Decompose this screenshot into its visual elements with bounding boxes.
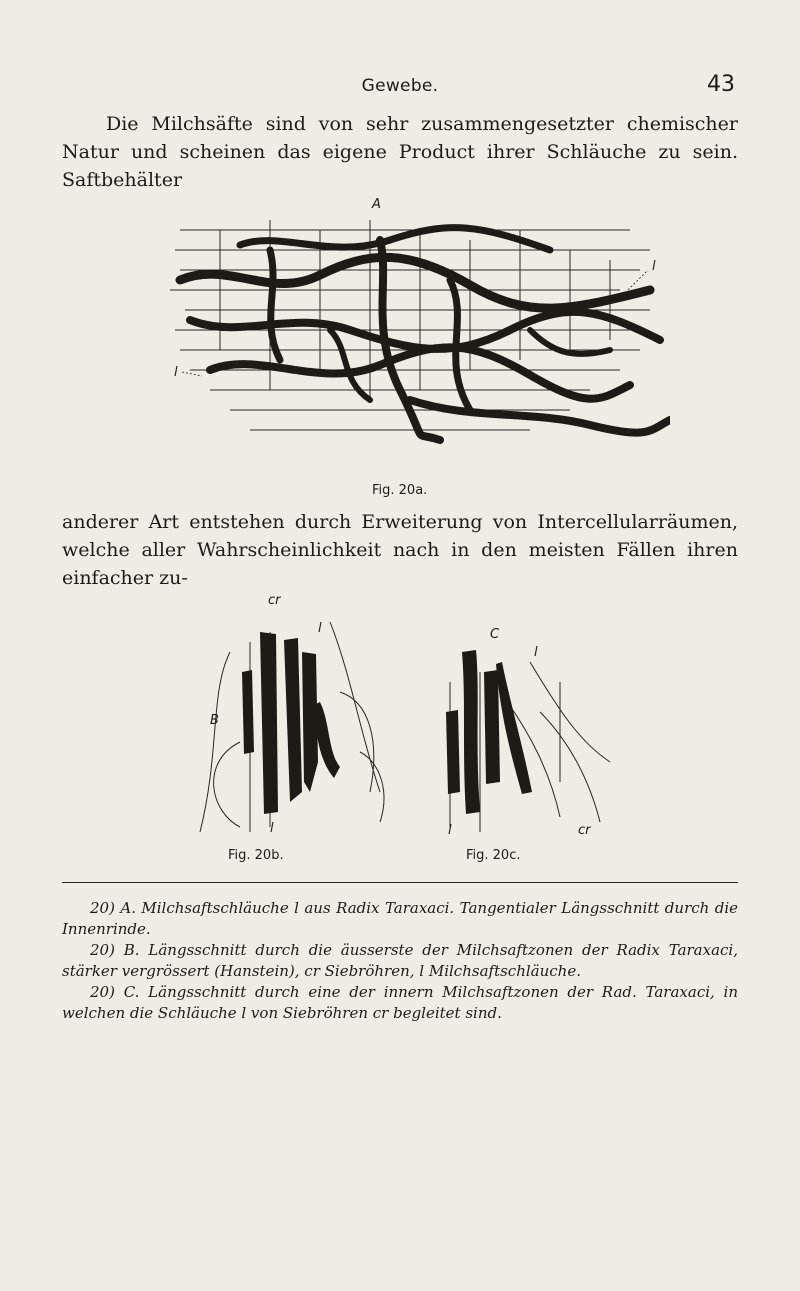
- figure-20a-illustration: [150, 190, 670, 480]
- body-paragraph-1: Die Milchsäfte sind von sehr zusammengesetzter chemischer Natur und scheinen das eigene Product ihrer Schläuche zu sein. Saftbehälter: [62, 113, 738, 191]
- figure-20c-caption: Fig. 20c.: [466, 848, 521, 863]
- figure-20b-20c: [180, 592, 640, 836]
- figure-20a: [150, 190, 670, 480]
- figure-20c-label-l-top: l: [534, 645, 538, 660]
- page-number: 43: [707, 72, 735, 97]
- page-header: [0, 72, 800, 102]
- figure-20b-label-l-bottom: l: [270, 821, 274, 836]
- footnotes: [62, 898, 738, 1024]
- footnote-rule: [62, 882, 738, 883]
- footnote-20c: 20) C. Längsschnitt durch eine der innern Milchsaftzonen der Rad. Taraxaci, in welchen die Schläuche l von Siebröhren cr begleitet sind.: [62, 983, 738, 1022]
- footnote-20b: 20) B. Längsschnitt durch die äusserste der Milchsaftzonen der Radix Taraxaci, stärker vergrössert (Hanstein), cr Siebröhren, l Milchsaftschläuche.: [62, 941, 738, 980]
- figure-20c-letter: C: [490, 627, 500, 642]
- figure-20b-letter: B: [210, 713, 219, 728]
- figure-20b-label-l-top: l: [318, 621, 322, 636]
- footnote-20a: 20) A. Milchsaftschläuche l aus Radix Taraxaci. Tangentialer Längsschnitt durch die Innenrinde.: [62, 899, 738, 938]
- figure-20a-label-l-right: l: [652, 259, 656, 274]
- figure-20a-letter: A: [372, 197, 381, 212]
- figure-20a-caption: Fig. 20a.: [372, 483, 428, 498]
- running-title: Gewebe.: [361, 76, 439, 96]
- figure-20b-caption: Fig. 20b.: [228, 848, 284, 863]
- figure-20b-label-cr: cr: [268, 593, 281, 608]
- figure-20c-label-l-bottom: l: [448, 823, 452, 836]
- figure-20b-20c-illustration: [180, 592, 640, 836]
- body-paragraph-2: anderer Art entstehen durch Erweiterung von Intercellularräumen, welche aller Wahrscheinlichkeit nach in den meisten Fällen ihren einfacher zu-: [62, 511, 738, 589]
- figure-20c-label-cr: cr: [578, 823, 591, 836]
- figure-20a-label-l-left: l: [174, 365, 178, 380]
